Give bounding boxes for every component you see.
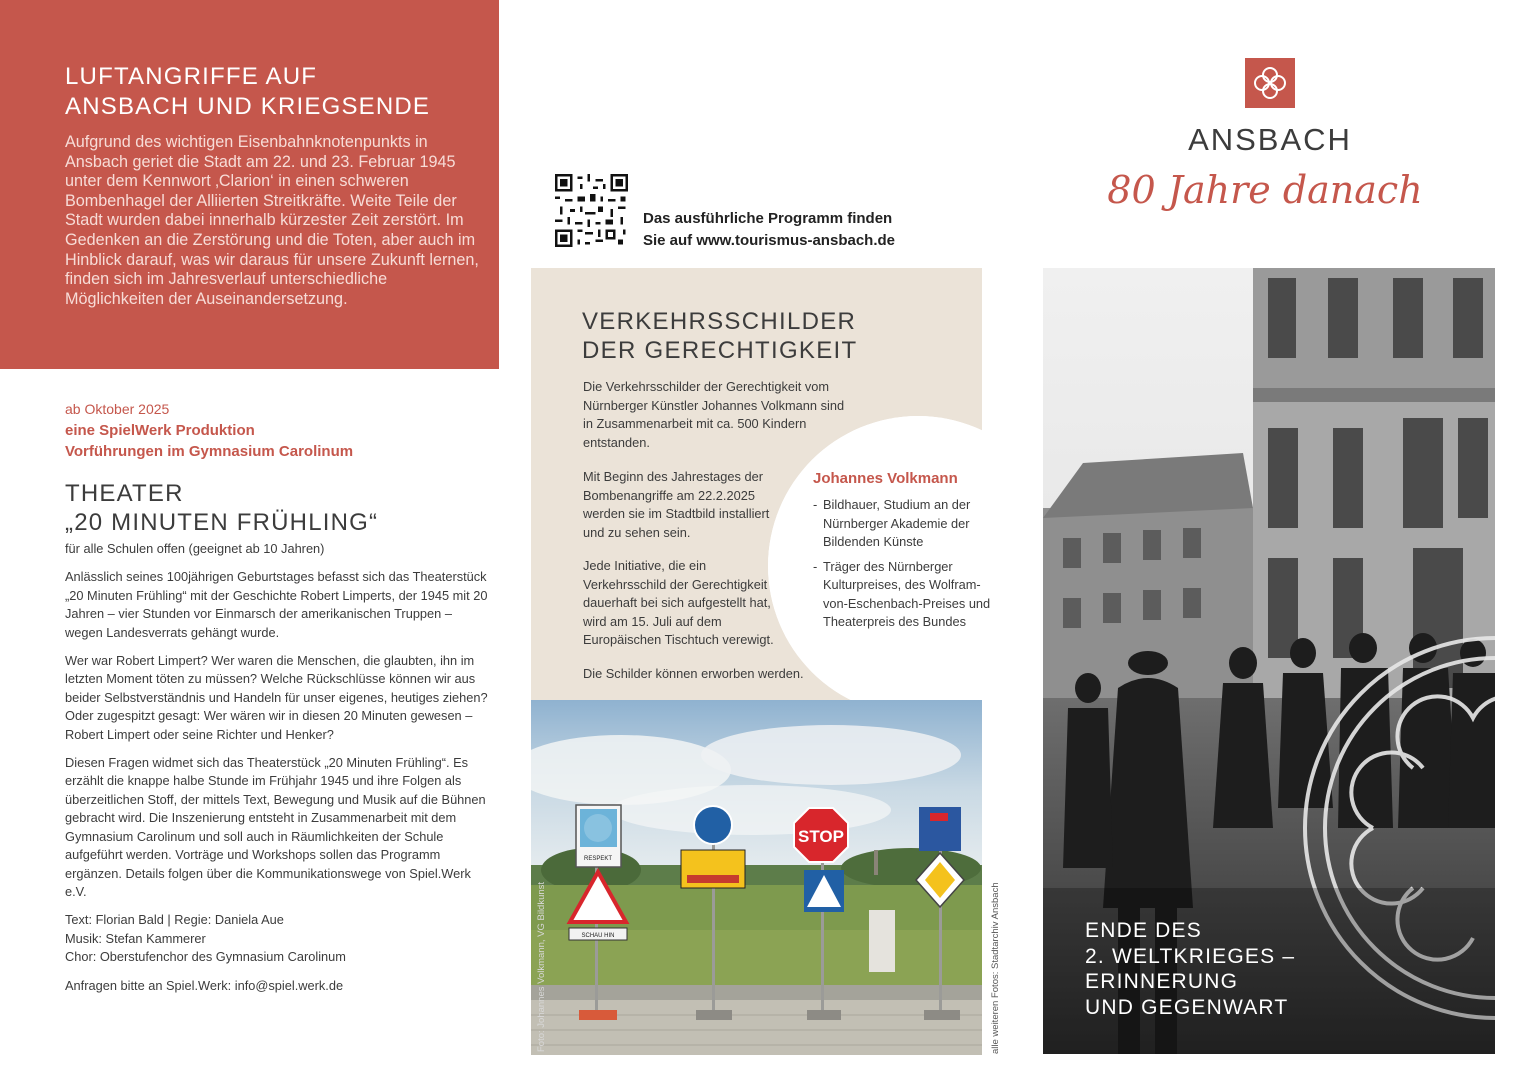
cover-caption-line-3: ERINNERUNG (1085, 970, 1239, 994)
intro-text: Aufgrund des wichtigen Eisenbahnknotenpunkts in Ansbach geriet die Stadt am 22. und 23. Februar 1945 unter dem Kennwort ‚Clarion‘ in einen schweren Bombenhagel der Alliierten Streitkräfte. Weite Teile der Stadt wurden dabei innerhalb kürzester Zeit zerstört. Im Gedenken an die Zerstörung und die Toten, aber auch im Hinblick darauf, was wir daraus für unsere Zukunft lernen, finden sich im Jahresverlauf unterschiedliche Möglichkeiten der Auseinandersetzung. (65, 133, 479, 308)
event-meta (65, 399, 485, 462)
theater-paragraph-2: Wer war Robert Limpert? Wer waren die Menschen, die glaubten, ihn im letzten Moment töten zu müssen? Welche Rückschlüsse können wir aus beider Selbstverständnis und Handeln für unser eigenes, heutiges ziehen? Oder zugespitzt gesagt: Wer wären wir in diesen 20 Minuten gewesen – Robert Limpert oder seine Richter und Henker? (65, 653, 488, 742)
signs-paragraph-3: Jede Initiative, die ein Verkehrsschild der Gerechtigkeit dauerhaft bei sich aufgestellt hat, wird am 15. Juli auf dem Europäischen Tischtuch verewigt. (583, 558, 774, 647)
program-info (643, 208, 943, 252)
theater-body (65, 540, 490, 1005)
signs-title-line-1: VERKEHRSSCHILDER (582, 308, 857, 335)
event-production: eine SpielWerk Produktion (65, 422, 255, 439)
theater-title-line-1: THEATER (65, 480, 184, 507)
intro-title (65, 62, 485, 122)
credit-choir: Chor: Oberstufenchor des Gymnasium Carolinum (65, 949, 346, 965)
theater-paragraph-3: Diesen Fragen widmet sich das Theaterstück „20 Minuten Frühling“. Es erzählt die knappe halbe Stunde im Frühjahr 1945 und ihre Folgen als überzeitlichen Stoff, der mittels Text, Bewegung und Musik auf die Bühnen gebracht wird. Die Inszenierung entsteht in Zusammenarbeit mit dem Gymnasium Carolinum und soll auch in Räumlichkeiten der Schule aufgeführt werden. Vorträge und Workshops sollen das Programm ergänzen. Details folgen über die Kommunikationswege von Spiel.Werk e.V. (65, 755, 486, 899)
event-date: ab Oktober 2025 (65, 401, 170, 417)
cover-caption-line-4: UND GEGENWART (1085, 995, 1289, 1019)
artist-bio-item: - Träger des Nürnberger Kulturpreises, des Wolfram-von-Eschenbach-Preises und Theaterpreis des Bundes (813, 558, 998, 632)
stop-sign-label: STOP (798, 827, 844, 846)
program-info-url[interactable]: Sie auf www.tourismus-ansbach.de (643, 232, 895, 249)
event-venue: Vorführungen im Gymnasium Carolinum (65, 443, 354, 460)
theater-title (65, 479, 495, 537)
theater-subtitle: für alle Schulen offen (geeignet ab 10 Jahren) (65, 541, 325, 556)
theater-credits (65, 911, 490, 966)
artist-name: Johannes Volkmann (813, 470, 958, 487)
cover-caption-line-1: ENDE DES (1085, 919, 1202, 942)
intro-title-line-2: ANSBACH UND KRIEGSENDE (65, 93, 431, 120)
program-info-line-1: Das ausführliche Programm finden (643, 210, 893, 227)
brand-name: ANSBACH (1188, 122, 1352, 157)
theater-contact: Anfragen bitte an Spiel.Werk: info@spiel.werk.de (65, 977, 344, 993)
credit-text-direction: Text: Florian Bald | Regie: Daniela Aue (65, 912, 284, 928)
cover-caption (1085, 918, 1405, 1020)
theater-title-line-2: „20 MINUTEN FRÜHLING“ (65, 509, 379, 536)
cover-caption-line-2: 2. WELTKRIEGES – (1085, 944, 1296, 968)
signs-paragraph-2: Mit Beginn des Jahrestages der Bombenangriffe am 22.2.2025 werden sie im Stadtbild installiert und zu sehen sein. (583, 469, 770, 540)
theater-paragraph-1: Anlässlich seines 100jährigen Geburtstages befasst sich das Theaterstück „20 Minuten Frühling“ mit der Geschichte Robert Limperts, der 1945 mit 20 Jahren – vier Stunden vor Einmarsch der amerikanischen Truppen – wegen Landesverrats gehängt wurde. (65, 569, 488, 640)
ansbach-logo-icon (1245, 58, 1295, 108)
intro-title-line-1: LUFTANGRIFFE AUF (65, 63, 318, 90)
artist-bio-item: - Bildhauer, Studium an der Nürnberger Akademie der Bildenden Künste (813, 496, 998, 552)
signs-title-line-2: DER GERECHTIGKEIT (582, 337, 858, 364)
signs-title (582, 307, 962, 365)
credit-music: Musik: Stefan Kammerer (65, 930, 206, 946)
qr-code[interactable] (555, 174, 628, 247)
respekt-sign-label: RESPEKT (583, 856, 613, 862)
signs-paragraph-4: Die Schilder können erworben werden. (583, 666, 804, 681)
brand-tagline: 80 Jahre danach (1107, 168, 1423, 212)
signs-paragraph-1: Die Verkehrsschilder der Gerechtigkeit vom Nürnberger Künstler Johannes Volkmann sind in Zusammenarbeit mit ca. 500 Kindern entstanden. (583, 379, 845, 450)
schau-hin-sign-label: SCHAU HIN (581, 933, 615, 939)
photo-credit-volkmann: Foto: Johannes Volkmann, VG Bildkunst (536, 881, 547, 1052)
artist-bio-list (813, 496, 998, 638)
traffic-signs-photo (531, 700, 982, 1055)
photo-credit-archive: alle weiteren Fotos: Stadtarchiv Ansbach (990, 882, 1001, 1054)
